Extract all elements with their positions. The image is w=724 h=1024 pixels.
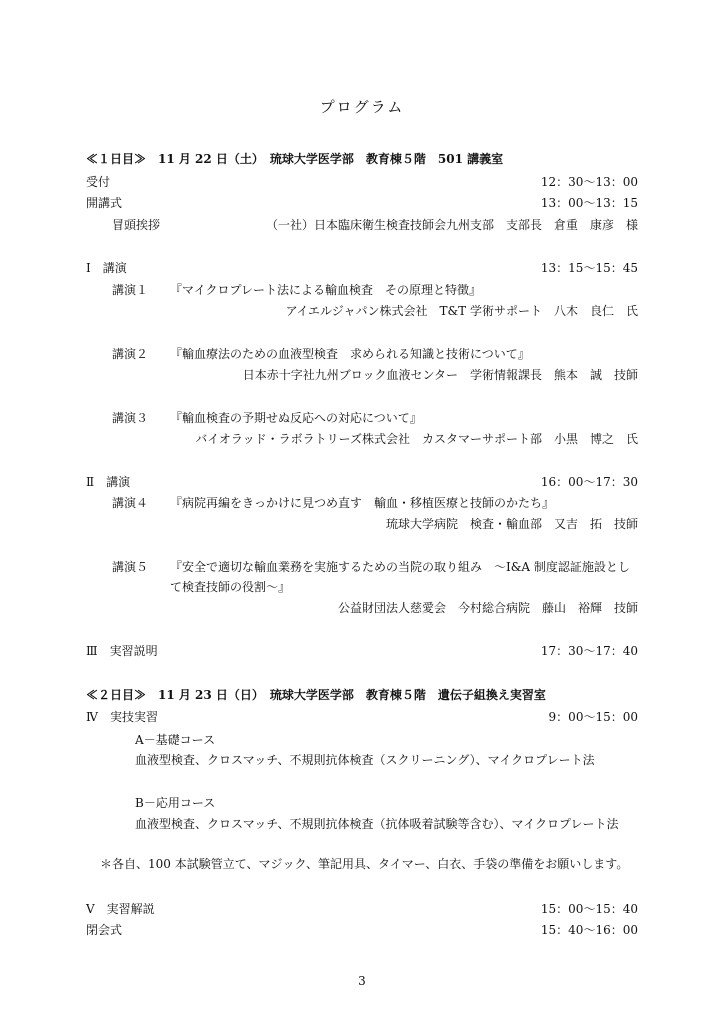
preparation-note: ＊各自、100 本試験管立て、マジック、筆記用具、タイマー、白衣、手袋の準備をお願いします。	[100, 857, 629, 871]
lecture3-speaker: バイオラッド・ラボラトリーズ株式会社 カスタマーサポート部 小黒 博之 氏	[195, 432, 638, 446]
greeting-speaker: （一社）日本臨床衛生検査技師会九州支部 支部長 倉重 康彦 様	[265, 218, 638, 232]
session3-row	[86, 642, 638, 660]
courseA-content: 血液型検査、クロスマッチ、不規則抗体検査（スクリーニング）、マイクロプレート法	[135, 753, 595, 767]
session5-row	[86, 900, 638, 918]
page-title: プログラム	[319, 98, 405, 116]
lecture3-title: 『輸血検査の予期せぬ反応への対応について』	[170, 411, 422, 425]
session1-time: 13：15〜15：45	[540, 261, 638, 275]
lecture4-label: 講演４	[112, 496, 149, 510]
reception-label: 受付	[86, 175, 111, 189]
session1-row	[86, 259, 638, 277]
session4-row	[86, 708, 638, 726]
lecture1-speaker: アイエルジャパン株式会社 T&T 学術サポート 八木 良仁 氏	[285, 304, 638, 318]
day1-header: ≪１日目≫ 11 月 22 日（土） 琉球大学医学部 教育棟５階 501 講義室	[86, 152, 504, 166]
lecture2-label: 講演２	[112, 347, 149, 361]
session2-label: Ⅱ 講演	[86, 475, 131, 489]
session5-time: 15：00〜15：40	[540, 902, 638, 916]
courseB-label: B－応用コース	[135, 796, 216, 810]
lecture3-label: 講演３	[112, 411, 149, 425]
session4-time: 9：00〜15：00	[548, 710, 638, 724]
lecture2-speaker: 日本赤十字社九州ブロック血液センター 学術情報課長 熊本 誠 技師	[242, 368, 638, 382]
lecture4-speaker: 琉球大学病院 検査・輸血部 又吉 拓 技師	[385, 517, 638, 531]
session4-label: Ⅳ 実技実習	[86, 710, 158, 724]
session3-time: 17：30〜17：40	[540, 644, 638, 658]
greeting-row	[112, 216, 638, 234]
greeting-label: 冒頭挨拶	[112, 218, 161, 232]
session3-label: Ⅲ 実習説明	[86, 644, 158, 658]
lecture5-title-row	[112, 558, 638, 576]
lecture5-title-line2: て検査技師の役割〜』	[170, 580, 291, 594]
courseB-content: 血液型検査、クロスマッチ、不規則抗体検査（抗体吸着試験等含む）、マイクロプレート法	[135, 817, 619, 831]
lecture4-title-row	[112, 494, 638, 512]
session2-time: 16：00〜17：30	[540, 475, 638, 489]
lecture1-title: 『マイクロプレート法による輸血検査 その原理と特徴』	[170, 283, 482, 297]
lecture5-label: 講演５	[112, 560, 149, 574]
courseA-label: A－基礎コース	[135, 733, 216, 747]
lecture5-speaker: 公益財団法人慈愛会 今村総合病院 藤山 裕輝 技師	[337, 601, 638, 615]
opening-label: 開講式	[86, 196, 123, 210]
session2-row	[86, 473, 638, 491]
reception-row	[86, 173, 638, 191]
opening-row	[86, 194, 638, 212]
session1-label: Ⅰ 講演	[86, 261, 127, 275]
lecture3-title-row	[112, 409, 638, 427]
closing-label: 閉会式	[86, 923, 123, 937]
lecture1-label: 講演１	[112, 283, 149, 297]
opening-time: 13：00〜13：15	[540, 196, 638, 210]
lecture4-title: 『病院再編をきっかけに見つめ直す 輸血・移植医療と技師のかたち』	[170, 496, 555, 510]
reception-time: 12：30〜13：00	[540, 175, 638, 189]
day2-header: ≪２日目≫ 11 月 23 日（日） 琉球大学医学部 教育棟５階 遺伝子組換え実習室	[86, 688, 546, 702]
lecture2-title-row	[112, 345, 638, 363]
page-number: 3	[358, 974, 366, 988]
closing-row	[86, 921, 638, 939]
closing-time: 15：40〜16：00	[540, 923, 638, 937]
lecture5-title-line1: 『安全で適切な輸血業務を実施するための当院の取り組み 〜I&A 制度認証施設とし	[170, 560, 630, 574]
lecture2-title: 『輸血療法のための血液型検査 求められる知識と技術について』	[170, 347, 530, 361]
lecture1-title-row	[112, 281, 638, 299]
session5-label: Ⅴ 実習解説	[86, 902, 155, 916]
